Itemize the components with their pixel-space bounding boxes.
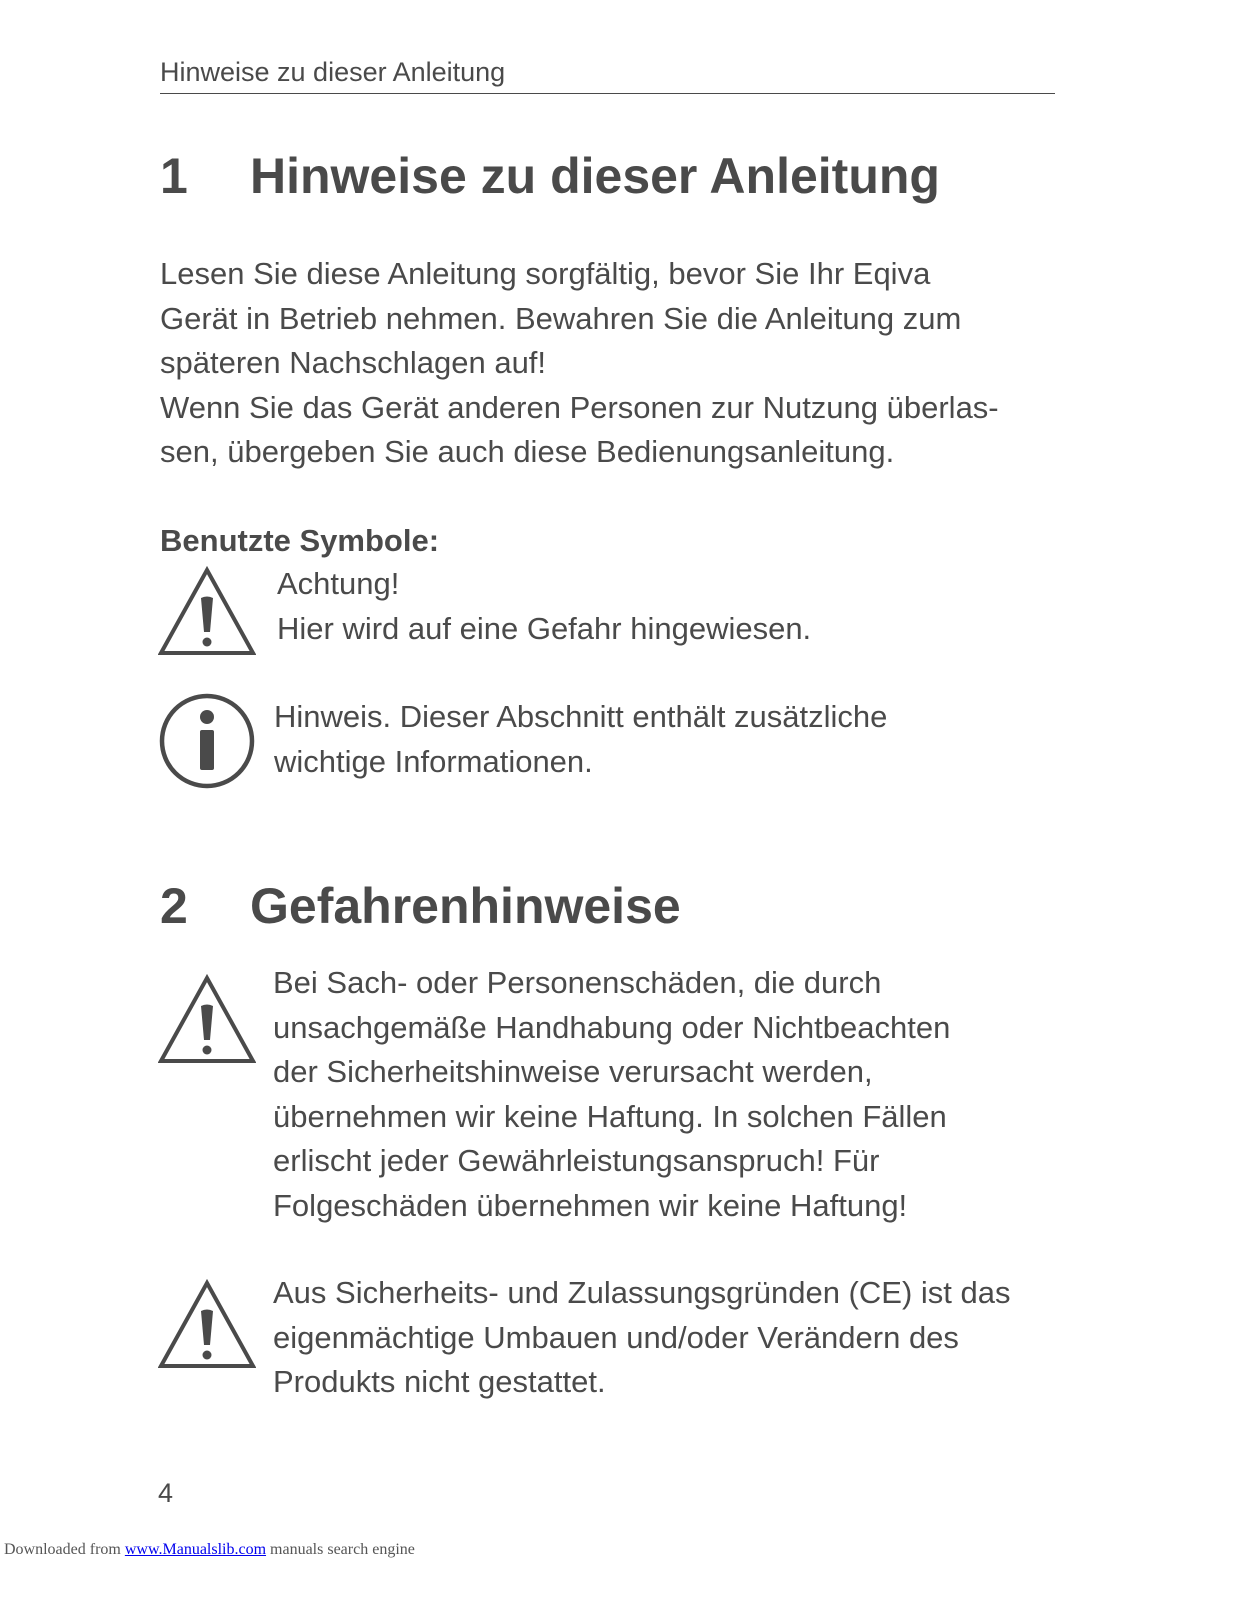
page-number: 4 [158,1478,174,1508]
download-footer [4,1541,415,1559]
section-1-heading: Hinweise zu dieser Anleitung [250,148,940,204]
warning-line: Folgeschäden übernehmen wir keine Haftung! [273,1187,908,1223]
warning-2-text [273,1271,1010,1405]
intro-line: Wenn Sie das Gerät anderen Personen zur Nutzung überlas- [160,389,999,425]
warning-line: unsachgemäße Handhabung oder Nichtbeachten [273,1009,951,1045]
intro-line: sen, übergeben Sie auch diese Bedienungsanleitung. [160,434,895,469]
section-2-number: 2 [160,878,188,934]
symbol-line: Hinweis. Dieser Abschnitt enthält zusätzliche [274,699,888,734]
symbol-line: Achtung! [277,566,400,601]
symbol-line: Hier wird auf eine Gefahr hingewiesen. [277,610,812,646]
footer-prefix: Downloaded from [4,1541,125,1558]
section-1-title [160,146,940,206]
warning-line: übernehmen wir keine Haftung. In solchen Fällen [273,1098,947,1134]
info-circle-icon [158,692,256,790]
manualslib-link[interactable]: www.Manualslib.com [124,1541,267,1558]
symbol-line: wichtige Informationen. [274,743,593,779]
section-2-title [160,876,681,936]
intro-line: Lesen Sie diese Anleitung sorgfältig, bevor Sie Ihr Eqiva [160,256,931,291]
intro-line: späteren Nachschlagen auf! [160,345,547,380]
warning-triangle-icon [158,974,256,1064]
warning-line: Produkts nicht gestattet. [273,1364,606,1399]
warning-line: der Sicherheitshinweise verursacht werden, [273,1054,873,1089]
intro-line: Gerät in Betrieb nehmen. Bewahren Sie die Anleitung zum [160,300,962,336]
symbol-warning-text [277,562,811,651]
warning-line: erlischt jeder Gewährleistungsanspruch! Für [273,1143,880,1178]
warning-line: eigenmächtige Umbauen und/oder Verändern des [273,1319,959,1355]
running-header: Hinweise zu dieser Anleitung [160,55,1055,94]
symbols-heading: Benutzte Symbole: [160,523,440,558]
section-1-number: 1 [160,148,188,204]
section-2-heading: Gefahrenhinweise [250,878,681,934]
warning-1-text [273,961,950,1228]
symbol-info-text [274,695,887,784]
warning-triangle-icon [158,1279,256,1369]
warning-line: Bei Sach- oder Personenschäden, die durch [273,965,882,1000]
footer-suffix: manuals search engine [266,1541,415,1558]
warning-line: Aus Sicherheits- und Zulassungsgründen (CE) ist das [273,1275,1011,1310]
section-1-intro [160,252,1060,475]
warning-triangle-icon [158,566,256,656]
